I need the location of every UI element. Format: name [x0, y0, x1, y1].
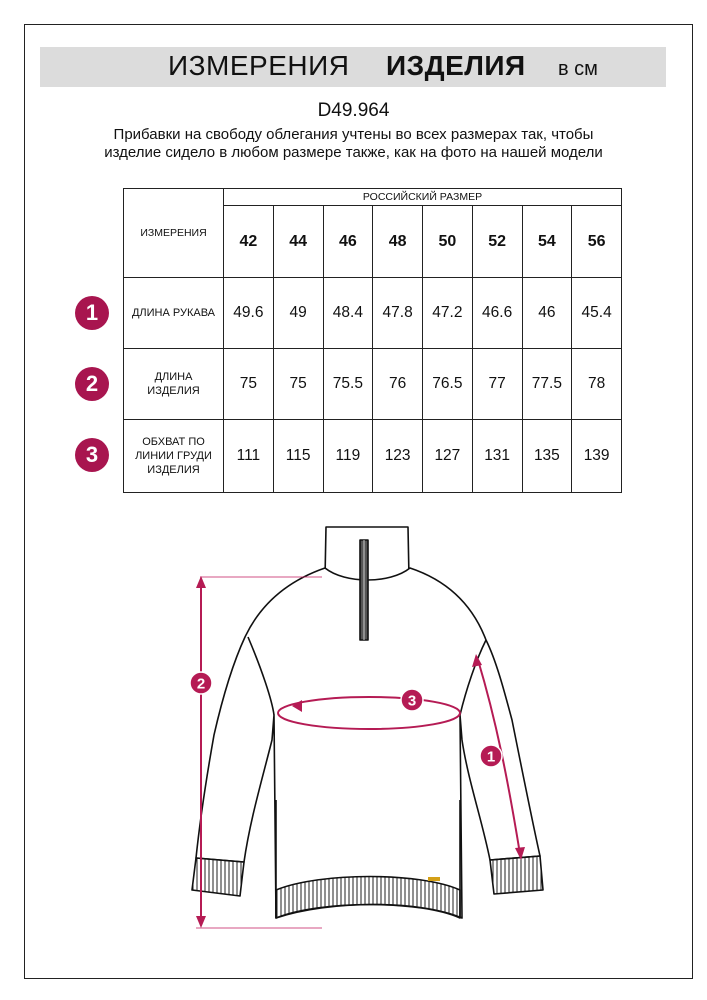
size-header: 42 [224, 206, 274, 278]
table-cell: 76.5 [423, 349, 473, 420]
title-product: ИЗДЕЛИЯ [386, 50, 526, 81]
table-cell: 115 [273, 420, 323, 493]
table-cell: 78 [572, 349, 622, 420]
table-cell: 131 [472, 420, 522, 493]
row-number-badge-1: 1 [75, 296, 109, 330]
table-cell: 76 [373, 349, 423, 420]
table-cell: 49 [273, 278, 323, 349]
table-cell: 77.5 [522, 349, 572, 420]
table-cell: 75.5 [323, 349, 373, 420]
marker-3-badge [401, 689, 423, 711]
table-cell: 77 [472, 349, 522, 420]
fit-description: Прибавки на свободу облегания учтены во всех размерах так, чтобы изделие сидело в любом размере также, как на фото на нашей модели [104, 126, 603, 161]
table-cell: 135 [522, 420, 572, 493]
sweater-outline [192, 527, 543, 918]
table-cell: 119 [323, 420, 373, 493]
size-header: 56 [572, 206, 622, 278]
size-header: 50 [423, 206, 473, 278]
table-cell: 48.4 [323, 278, 373, 349]
table-cell: 127 [423, 420, 473, 493]
title-measurements: ИЗМЕРЕНИЯ [168, 50, 350, 81]
size-header: 46 [323, 206, 373, 278]
size-group-header: РОССИЙСКИЙ РАЗМЕР [224, 189, 622, 206]
size-header: 54 [522, 206, 572, 278]
size-header: 48 [373, 206, 423, 278]
size-header: 52 [472, 206, 522, 278]
table-cell: 49.6 [224, 278, 274, 349]
table-cell: 75 [273, 349, 323, 420]
measurements-header: ИЗМЕРЕНИЯ [124, 189, 224, 278]
marker-2-badge [190, 672, 212, 694]
marker-1-text: 1 [486, 748, 496, 766]
row-label-text: ОБХВАТ ПО ЛИНИИ ГРУДИ ИЗДЕЛИЯ [135, 436, 212, 476]
size-header: 44 [273, 206, 323, 278]
row-label-sleeve-length: ДЛИНА РУКАВА [124, 278, 224, 349]
table-cell: 46 [522, 278, 572, 349]
row-number-badge-3: 3 [75, 438, 109, 472]
table-cell: 45.4 [572, 278, 622, 349]
table-cell: 47.8 [373, 278, 423, 349]
table-cell: 75 [224, 349, 274, 420]
table-cell: 123 [373, 420, 423, 493]
table-cell: 47.2 [423, 278, 473, 349]
marker-3-text: 3 [407, 692, 417, 710]
article-code: D49.964 [317, 100, 390, 121]
table-cell: 46.6 [472, 278, 522, 349]
title-units: в см [558, 58, 598, 80]
marker-2-text: 2 [196, 675, 206, 693]
marker-1-badge [480, 745, 502, 767]
row-label-text: ДЛИНА ИЗДЕЛИЯ [147, 371, 200, 397]
table-cell: 111 [224, 420, 274, 493]
table-cell: 139 [572, 420, 622, 493]
row-number-badge-2: 2 [75, 367, 109, 401]
